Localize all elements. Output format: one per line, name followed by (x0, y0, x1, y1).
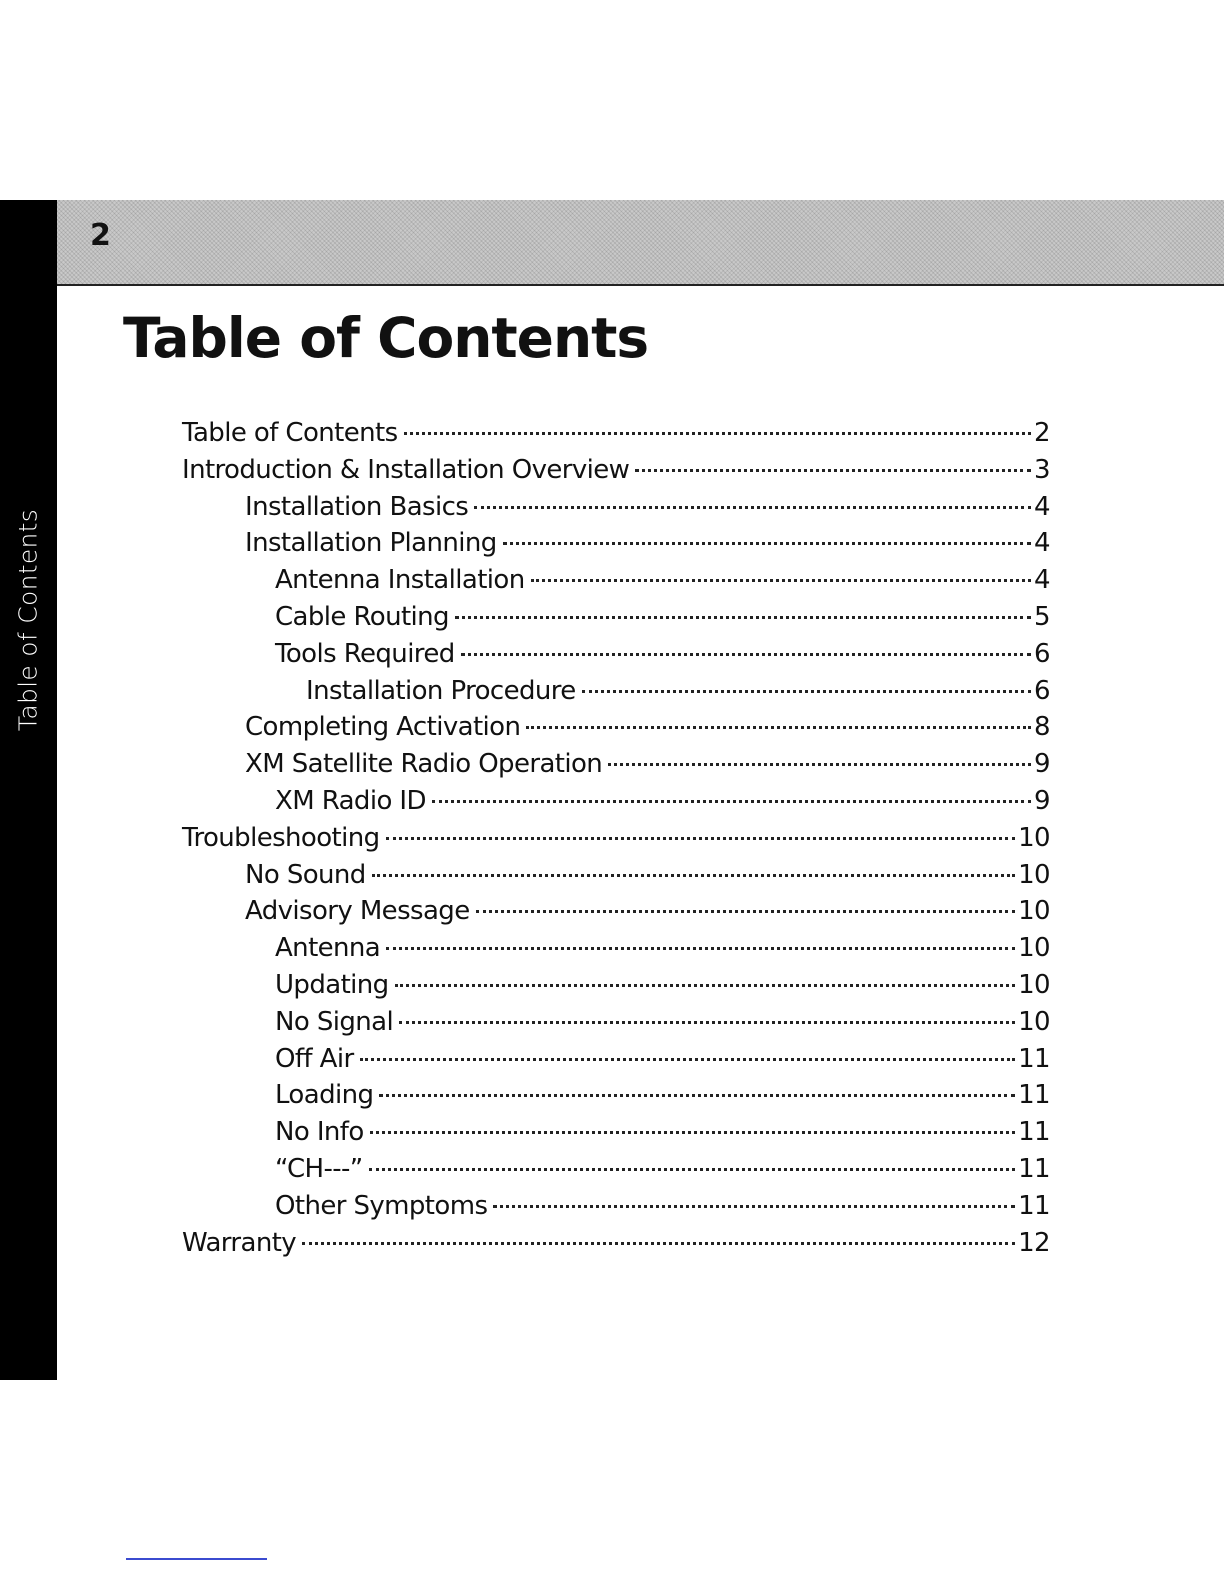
toc-entry-page: 10 (1018, 896, 1050, 927)
header-band (57, 200, 1224, 286)
dot-leader (582, 690, 1031, 693)
toc-entry-page: 11 (1018, 1153, 1050, 1184)
toc-entry[interactable] (0, 1188, 1050, 1225)
toc-entry-label: No Sound (245, 859, 366, 890)
dot-leader (503, 542, 1031, 545)
side-tab-label: Table of Contents (13, 508, 43, 732)
toc-entry[interactable] (0, 857, 1050, 894)
toc-entry-label: Other Symptoms (275, 1190, 488, 1221)
toc-entry-label: XM Radio ID (275, 785, 426, 816)
dot-leader (379, 1094, 1015, 1097)
dot-leader (526, 726, 1031, 729)
toc-entry-page: 6 (1034, 638, 1050, 669)
toc-entry-page: 10 (1018, 933, 1050, 964)
dot-leader (395, 984, 1016, 987)
toc-entry-page: 2 (1034, 418, 1050, 448)
toc-entry-label: Table of Contents (182, 418, 398, 448)
toc-entry[interactable] (0, 452, 1050, 489)
toc-entry-label: “CH---” (275, 1153, 363, 1184)
toc-entry-label: Cable Routing (275, 601, 449, 632)
toc-entry[interactable] (0, 783, 1050, 820)
toc-entry-label: XM Satellite Radio Operation (245, 749, 603, 780)
dot-leader (531, 579, 1031, 582)
dot-leader (302, 1242, 1015, 1245)
toc-entry[interactable] (0, 1077, 1050, 1114)
toc-entry[interactable] (0, 489, 1050, 526)
toc-entry-page: 5 (1034, 601, 1050, 632)
toc-entry[interactable] (0, 1041, 1050, 1078)
toc-entry-page: 10 (1018, 859, 1050, 890)
toc-entry[interactable] (0, 525, 1050, 562)
dot-leader (386, 837, 1016, 840)
toc-entry-page: 4 (1034, 565, 1050, 596)
toc-entry-label: No Signal (275, 1006, 394, 1037)
toc-entry-label: Troubleshooting (182, 822, 380, 853)
toc-entry-page: 11 (1018, 1117, 1050, 1148)
page-number: 2 (90, 218, 111, 253)
toc-entry-label: Antenna Installation (275, 565, 525, 596)
toc-entry-label: Installation Procedure (306, 675, 576, 706)
toc-entry[interactable] (0, 636, 1050, 673)
toc-entry[interactable] (0, 562, 1050, 599)
toc-entry[interactable] (0, 1114, 1050, 1151)
page-title: Table of Contents (123, 306, 649, 370)
toc-entry-page: 3 (1034, 454, 1050, 485)
toc-entry-label: Antenna (275, 933, 381, 964)
dot-leader (476, 910, 1016, 913)
toc-entry-page: 6 (1034, 675, 1050, 706)
toc-entry-page: 10 (1018, 969, 1050, 1000)
toc-entry-label: Advisory Message (245, 896, 470, 927)
toc-entry-label: Introduction & Installation Overview (182, 454, 630, 485)
bottom-rule (126, 1558, 267, 1560)
toc-entry-label: Installation Basics (245, 491, 469, 522)
toc-entry-page: 4 (1034, 491, 1050, 522)
toc-entry[interactable] (0, 820, 1050, 857)
dot-leader (474, 506, 1031, 509)
dot-leader (386, 947, 1015, 950)
dot-leader (360, 1058, 1016, 1061)
dot-leader (432, 800, 1031, 803)
toc-entry-page: 11 (1018, 1080, 1050, 1111)
toc-entry-label: Off Air (275, 1043, 354, 1074)
toc-entry-page: 11 (1018, 1043, 1050, 1074)
toc-entry-page: 10 (1018, 1006, 1050, 1037)
toc-entry-label: Updating (275, 969, 389, 1000)
toc-entry-page: 11 (1018, 1190, 1050, 1221)
toc-entry-page: 4 (1034, 528, 1050, 559)
dot-leader (404, 432, 1031, 435)
dot-leader (455, 616, 1031, 619)
toc-entry-label: Installation Planning (245, 528, 497, 559)
toc-entry[interactable] (0, 746, 1050, 783)
toc-entry-page: 9 (1034, 785, 1050, 816)
dot-leader (372, 874, 1015, 877)
dot-leader (370, 1131, 1015, 1134)
toc-entry-label: Warranty (182, 1227, 297, 1258)
toc-entry-label: Loading (275, 1080, 374, 1111)
toc-entry-label: No Info (275, 1117, 364, 1148)
toc-list (0, 415, 1224, 1261)
toc-entry[interactable] (0, 930, 1050, 967)
toc-entry[interactable] (0, 1004, 1050, 1041)
toc-entry[interactable] (0, 415, 1050, 452)
dot-leader (608, 763, 1031, 766)
toc-entry[interactable] (0, 673, 1050, 710)
toc-entry-page: 9 (1034, 749, 1050, 780)
dot-leader (635, 469, 1031, 472)
toc-entry[interactable] (0, 967, 1050, 1004)
dot-leader (493, 1205, 1015, 1208)
dot-leader (399, 1021, 1015, 1024)
toc-entry[interactable] (0, 599, 1050, 636)
toc-entry[interactable] (0, 1225, 1050, 1262)
dot-leader (369, 1168, 1015, 1171)
dot-leader (461, 653, 1031, 656)
toc-entry[interactable] (0, 893, 1050, 930)
toc-entry[interactable] (0, 1151, 1050, 1188)
toc-entry-page: 10 (1018, 822, 1050, 853)
toc-entry[interactable] (0, 709, 1050, 746)
toc-entry-label: Completing Activation (245, 712, 521, 743)
toc-entry-page: 12 (1018, 1227, 1050, 1258)
toc-entry-page: 8 (1034, 712, 1050, 743)
toc-entry-label: Tools Required (275, 638, 455, 669)
